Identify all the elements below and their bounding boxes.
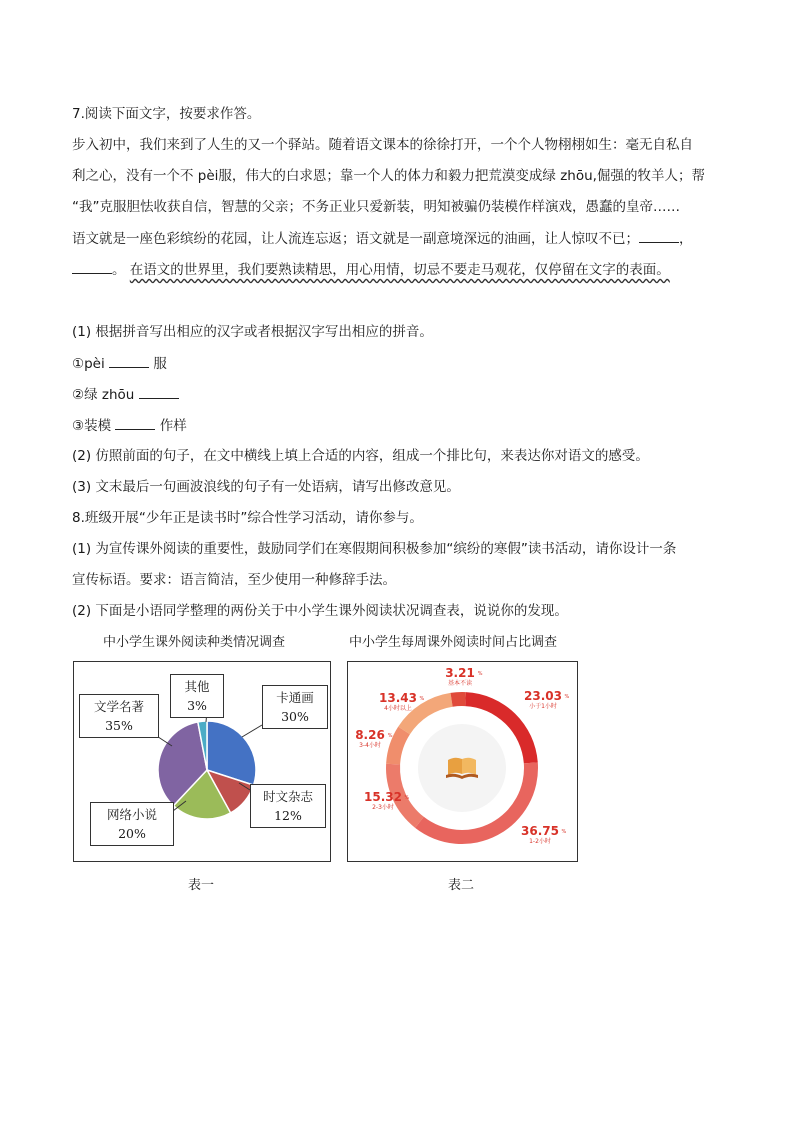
- donut-category-label-5: 基本不读: [447, 680, 473, 687]
- q7-sub1-b: [72, 384, 179, 405]
- q8-title: 8.班级开展“少年正是读书时”综合性学习活动，请你参与。: [72, 510, 423, 526]
- answer-blank-2[interactable]: [72, 259, 112, 274]
- q8-sub1-line-1: (1) 为宣传课外阅读的重要性，鼓励同学们在寒假期间积极参加“缤纷的寒假”读书活动，请你设计一条: [72, 541, 677, 557]
- donut-value-label-4: 13.43: [379, 691, 417, 705]
- q7-passage-line-2: 利之心，没有一个不 pèi服，伟大的白求恩；靠一个人的体力和毅力把荒漠变成绿 zhōu,倔强的牧羊人；帮: [72, 168, 705, 184]
- donut-segment-5: [451, 692, 466, 707]
- donut-percent-sign-1: %: [561, 829, 567, 835]
- label-classics: 文学名著: [93, 699, 144, 714]
- q7-sub3: (3) 文末最后一句画波浪线的句子有一处语病，请写出修改意见。: [72, 479, 460, 495]
- callout-classics: [79, 694, 159, 738]
- value-magazine: 12%: [274, 808, 302, 823]
- label-novel: 网络小说: [106, 807, 157, 822]
- callout-cartoon: [262, 685, 328, 729]
- answer-blank-pei[interactable]: [109, 353, 149, 368]
- q7-sub2: (2) 仿照前面的句子，在文中横线上填上合适的内容，组成一个排比句，来表达你对语文的感受。: [72, 448, 649, 464]
- donut-value-label-3: 8.26: [355, 728, 385, 742]
- label-magazine: 时文杂志: [262, 789, 313, 804]
- donut-category-label-1: 1-2小时: [529, 838, 551, 845]
- donut-percent-sign-2: %: [404, 795, 410, 801]
- donut-value-label-2: 15.32: [364, 790, 402, 804]
- q8-sub1-line-2: 宣传标语。要求：语言简洁，至少使用一种修辞手法。: [72, 572, 396, 588]
- answer-blank-zhou[interactable]: [139, 384, 179, 399]
- comma: ，: [679, 231, 693, 247]
- q7-passage-line-1: 步入初中，我们来到了人生的又一个驿站。随着语文课本的徐徐打开，一个个人物栩栩如生：毫无自私自: [72, 137, 693, 153]
- sub1c-prompt: ③装模: [72, 418, 112, 434]
- chart1-title: 中小学生课外阅读种类情况调查: [103, 635, 286, 650]
- label-other: 其他: [184, 679, 210, 694]
- sub1a-suffix: 服: [153, 356, 167, 372]
- sub1b-prompt: ②绿 zhōu: [72, 387, 135, 403]
- donut-percent-sign-4: %: [419, 696, 425, 702]
- chart1-frame: [73, 661, 331, 862]
- wavy-underlined-sentence: 在语文的世界里，我们要熟读精思，用心用情，切忌不要走马观花，仅停留在文字的表面。: [129, 262, 670, 278]
- value-novel: 20%: [118, 826, 146, 841]
- q7-sub1-c: [72, 415, 187, 436]
- donut-category-label-4: 4小时以上: [384, 705, 412, 712]
- q7-passage-line-5: [72, 259, 670, 280]
- donut-value-label-5: 3.21: [445, 666, 475, 680]
- label-cartoon: 卡通画: [276, 690, 314, 705]
- q7-passage-line-4: [72, 228, 693, 249]
- donut-percent-sign-0: %: [564, 694, 570, 700]
- donut-category-label-2: 2-3小时: [372, 804, 394, 811]
- donut-value-label-0: 23.03: [524, 689, 562, 703]
- q7-sub1: (1) 根据拼音写出相应的汉字或者根据汉字写出相应的拼音。: [72, 324, 433, 340]
- answer-blank-mo[interactable]: [115, 415, 155, 430]
- chart2-frame: [347, 661, 578, 862]
- q7-title: 7.阅读下面文字，按要求作答。: [72, 106, 261, 122]
- chart2-title: 中小学生每周课外阅读时间占比调查: [349, 635, 558, 650]
- chart2-donut: [348, 662, 577, 861]
- sub1a-prompt: ①pèi: [72, 356, 105, 372]
- sub1c-suffix: 作样: [159, 418, 187, 434]
- donut-category-label-3: 3-4小时: [359, 742, 381, 749]
- donut-category-label-0: 小于1小时: [529, 703, 557, 710]
- value-other: 3%: [187, 698, 207, 713]
- callout-other: [170, 674, 224, 718]
- donut-value-label-1: 36.75: [521, 824, 559, 838]
- callout-novel: [90, 802, 174, 846]
- donut-percent-sign-5: %: [477, 671, 483, 677]
- q8-sub2: (2) 下面是小语同学整理的两份关于中小学生课外阅读状况调查表，说说你的发现。: [72, 603, 568, 619]
- donut-percent-sign-3: %: [387, 733, 393, 739]
- value-cartoon: 30%: [281, 709, 309, 724]
- chart1-caption: 表一: [188, 878, 215, 893]
- q7-passage-line-3: “我”克服胆怯收获自信，智慧的父亲；不务正业只爱新装，明知被骗仍装模作样演戏，愚蠢的皇帝……: [72, 199, 680, 215]
- value-classics: 35%: [105, 718, 133, 733]
- period: 。: [112, 262, 126, 278]
- leader-line-cartoon: [242, 725, 262, 737]
- chart2-caption: 表二: [448, 878, 475, 893]
- q7-sub1-a: [72, 353, 167, 374]
- q7-passage-line-4-text: 语文就是一座色彩缤纷的花园，让人流连忘返；语文就是一副意境深远的油画，让人惊叹不已；: [72, 231, 639, 247]
- callout-magazine: [250, 784, 326, 828]
- answer-blank-1[interactable]: [639, 228, 679, 243]
